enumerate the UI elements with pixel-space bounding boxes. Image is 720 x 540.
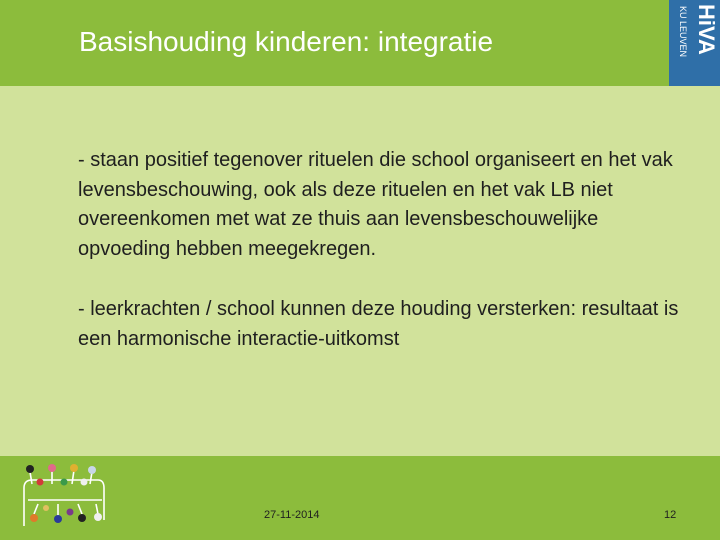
hiva-logo-graphic	[669, 0, 720, 86]
header-bar	[0, 0, 720, 86]
bullet-paragraph-1: - staan positief tegenover rituelen die school organiseert en het vak levensbeschouwing, ook als deze rituelen en het vak LB niet overeenkomen met wat ze thuis aan levensbeschouwelijke opvoeding hebben meegekregen.	[78, 149, 673, 260]
slide-body	[78, 146, 690, 354]
coat-rack-icon	[18, 460, 110, 532]
logo-sub-text: KU LEUVEN	[678, 6, 688, 58]
slide-title: Basishouding kinderen: integratie	[79, 26, 494, 57]
page-number: 12	[664, 509, 677, 521]
hiva-logo	[669, 0, 720, 86]
bullet-paragraph-2: - leerkrachten / school kunnen deze houding versterken: resultaat is een harmonische interactie-uitkomst	[78, 298, 679, 350]
logo-main-text: HiVA	[694, 4, 719, 55]
slide-date: 27-11-2014	[264, 509, 320, 521]
